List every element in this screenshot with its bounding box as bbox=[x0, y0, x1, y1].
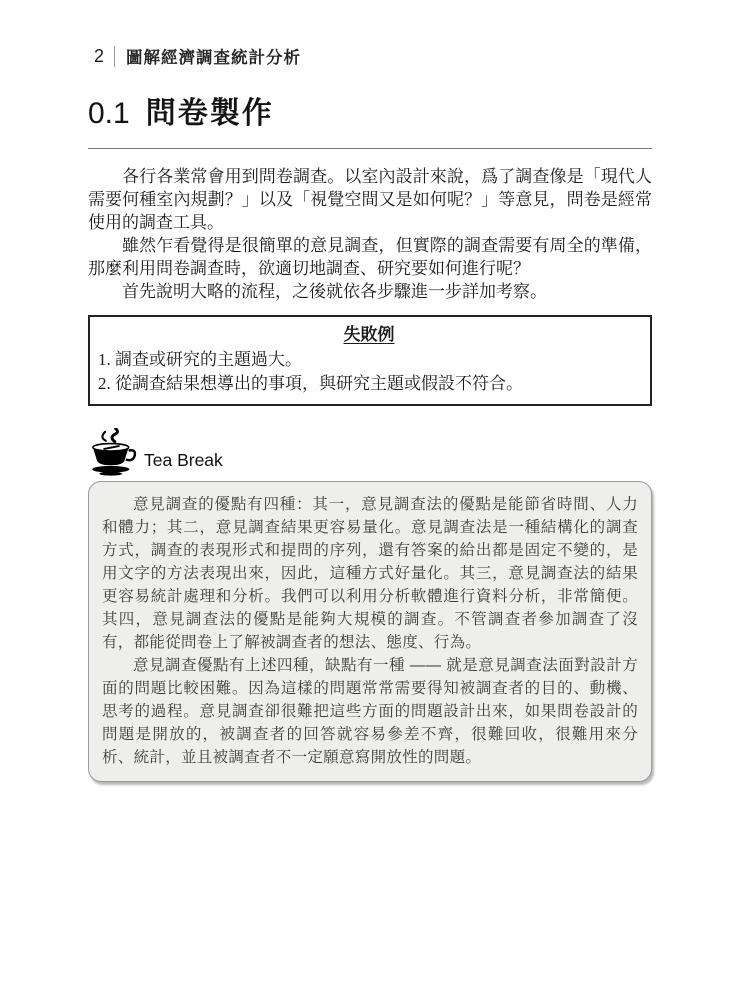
body-paragraph: 雖然乍看覺得是很簡單的意見調查，但實際的調查需要有周全的準備，那麼利用問卷調查時，欲適切地調查、研究要如何進行呢？ bbox=[88, 236, 652, 278]
body-paragraph: 首先說明大略的流程，之後就依各步驟進一步詳加考察。 bbox=[122, 282, 547, 301]
note-paragraph: 意見調查優點有上述四種，缺點有一種 —— 就是意見調查法面對設計方面的問題比較困難。因為這樣的問題常常需要得知被調查者的目的、動機、思考的過程。意見調查卻很難把這些方面的問題設計出來，如果問卷設計的問題是開放的，被調查者的回答就容易參差不齊，很難回收，很難用來分析、統計，並且被調查者不一定願意寫開放性的問題。 bbox=[102, 657, 638, 766]
body-paragraph: 各行各業常會用到問卷調查。以室內設計來說，爲了調查像是「現代人需要何種室內規劃？」以及「視覺空間又是如何呢？」等意見，問卷是經常使用的調查工具。 bbox=[88, 167, 652, 232]
body-text bbox=[88, 165, 652, 303]
tea-break-label: Tea Break bbox=[144, 450, 223, 470]
failure-item: 1. 調查或研究的主題過大。 bbox=[98, 350, 302, 369]
failure-example-box bbox=[88, 315, 652, 406]
note-paragraph: 意見調查的優點有四種：其一，意見調查法的優點是能節省時間、人力和體力；其二，意見調查結果更容易量化。意見調查法是一種結構化的調查方式，調查的表現形式和提問的序列，還有答案的給出都是固定不變的，是用文字的方法表現出來，因此，這種方式好量化。其三，意見調查法的結果更容易統計處理和分析。我們可以利用分析軟體進行資料分析，非常簡便。其四，意見調查法的優點是能夠大規模的調查。不管調查者參加調查了沒有，都能從問卷上了解被調查者的想法、態度、行為。 bbox=[102, 496, 638, 651]
section-title: 問卷製作 bbox=[145, 97, 274, 130]
book-title: 圖解經濟調查統計分析 bbox=[126, 48, 302, 67]
failure-box-title: 失敗例 bbox=[343, 325, 395, 344]
tea-break-heading bbox=[88, 428, 652, 478]
section-number: 0.1 bbox=[88, 97, 130, 130]
section-heading bbox=[88, 94, 652, 149]
page-number: 2 bbox=[94, 45, 105, 66]
page-header bbox=[88, 44, 652, 68]
failure-item: 2. 從調查結果想導出的事項，與研究主題或假設不符合。 bbox=[98, 374, 523, 393]
header-divider bbox=[114, 46, 115, 67]
coffee-cup-icon bbox=[88, 428, 140, 478]
tea-break-note-box bbox=[88, 481, 652, 782]
